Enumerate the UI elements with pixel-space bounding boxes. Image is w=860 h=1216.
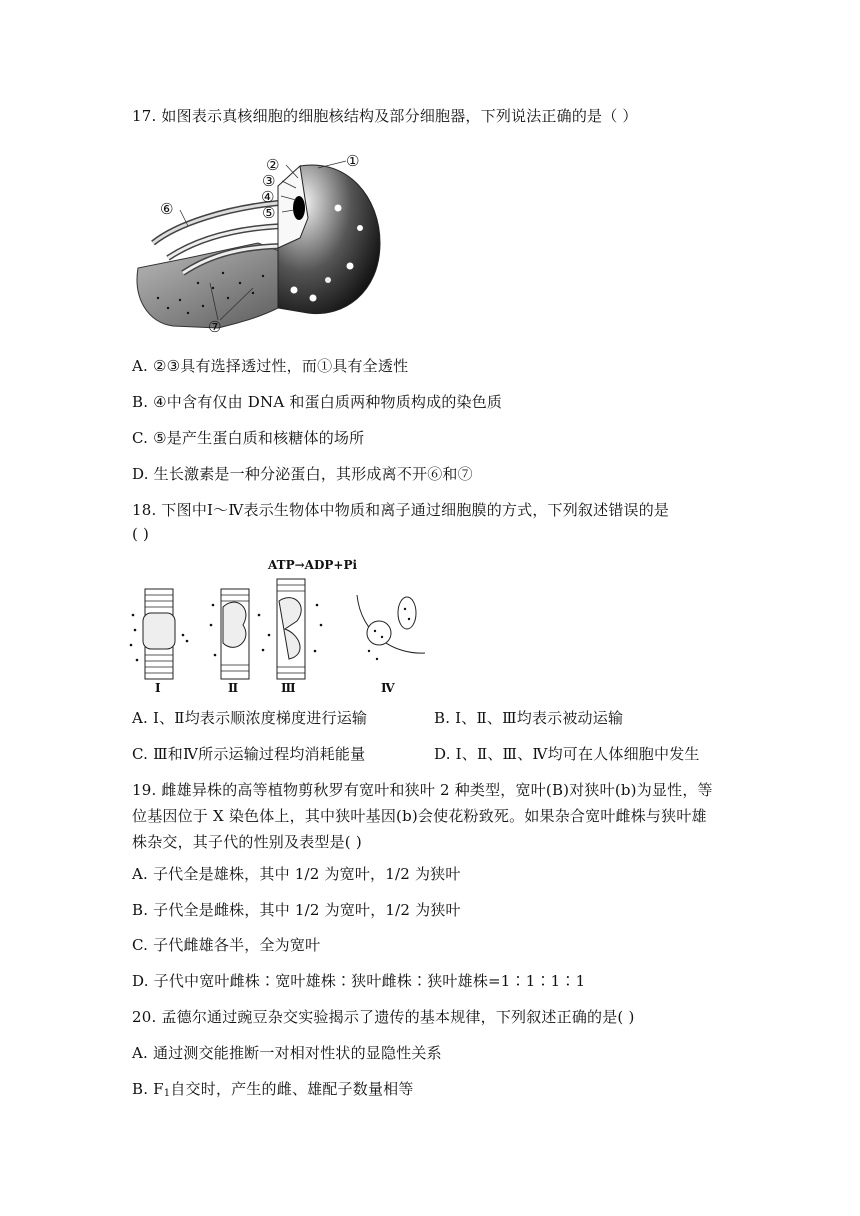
q18-option-b: B. Ⅰ、Ⅱ、Ⅲ均表示被动运输 — [434, 709, 624, 727]
q19-option-c: C. 子代雌雄各半，全为宽叶 — [132, 936, 321, 954]
membrane-transport-figure — [125, 555, 435, 695]
q19-option-b: B. 子代全是雌株，其中 1/2 为宽叶，1/2 为狭叶 — [132, 901, 461, 919]
nucleus-organelle-figure — [128, 148, 388, 338]
membrane-I — [130, 589, 189, 679]
q19-stem-line1: 19. 雌雄异株的高等植物剪秋罗有宽叶和狭叶 2 种类型，宽叶(B)对狭叶(b)为显性，等 — [132, 781, 713, 799]
q20-option-b-text: 自交时，产生的雌、雄配子数量相等 — [170, 1080, 414, 1098]
label-4: ④ — [261, 188, 275, 206]
label-IV: Ⅳ — [381, 681, 395, 695]
label-I: Ⅰ — [155, 681, 161, 695]
q18-option-c: C. Ⅲ和Ⅳ所示运输过程均消耗能量 — [132, 745, 366, 763]
q19-stem-line3: 株杂交，其子代的性别及表型是( ) — [132, 833, 362, 851]
label-5: ⑤ — [262, 204, 276, 222]
q20-option-b-prefix: B. F — [132, 1080, 164, 1098]
q18-stem-line2: ( ) — [132, 525, 150, 543]
q18-stem-line1: 18. 下图中Ⅰ～Ⅳ表示生物体中物质和离子通过细胞膜的方式，下列叙述错误的是 — [132, 501, 670, 519]
q20-stem: 20. 孟德尔通过豌豆杂交实验揭示了遗传的基本规律，下列叙述正确的是( ) — [132, 1008, 635, 1026]
label-2: ② — [266, 156, 280, 174]
figure-caption: ATP→ADP+Pi — [268, 558, 358, 572]
q17-option-d: D. 生长激素是一种分泌蛋白，其形成离不开⑥和⑦ — [132, 465, 473, 483]
label-3: ③ — [262, 172, 276, 190]
q20-option-b — [132, 1079, 414, 1104]
q18-option-a: A. Ⅰ、Ⅱ均表示顺浓度梯度进行运输 — [132, 709, 368, 727]
label-II: Ⅱ — [228, 681, 239, 695]
membrane-III — [268, 579, 323, 679]
label-6: ⑥ — [160, 200, 174, 218]
q19-option-d: D. 子代中宽叶雌株∶宽叶雄株∶狭叶雌株∶狭叶雄株=1∶1∶1∶1 — [132, 972, 586, 990]
q20-option-b-subscript: 1 — [163, 1088, 171, 1099]
q17-option-a: A. ②③具有选择透过性，而①具有全透性 — [132, 357, 409, 375]
label-7: ⑦ — [208, 318, 222, 336]
membrane-II — [210, 589, 265, 679]
q19-option-a: A. 子代全是雄株，其中 1/2 为宽叶，1/2 为狭叶 — [132, 865, 461, 883]
q17-option-b: B. ④中含有仅由 DNA 和蛋白质两种物质构成的染色质 — [132, 393, 503, 411]
label-III: Ⅲ — [281, 681, 296, 695]
q17-stem: 17. 如图表示真核细胞的细胞核结构及部分细胞器，下列说法正确的是（ ） — [132, 107, 638, 125]
q19-stem-line2: 位基因位于 X 染色体上，其中狭叶基因(b)会使花粉致死。如果杂合宽叶雌株与狭叶雄 — [132, 807, 707, 825]
q17-option-c: C. ⑤是产生蛋白质和核糖体的场所 — [132, 429, 365, 447]
q18-option-d: D. Ⅰ、Ⅱ、Ⅲ、Ⅳ均可在人体细胞中发生 — [434, 745, 700, 763]
label-1: ① — [346, 152, 360, 170]
vesicle-IV — [357, 595, 425, 660]
q20-option-a: A. 通过测交能推断一对相对性状的显隐性关系 — [132, 1044, 442, 1062]
